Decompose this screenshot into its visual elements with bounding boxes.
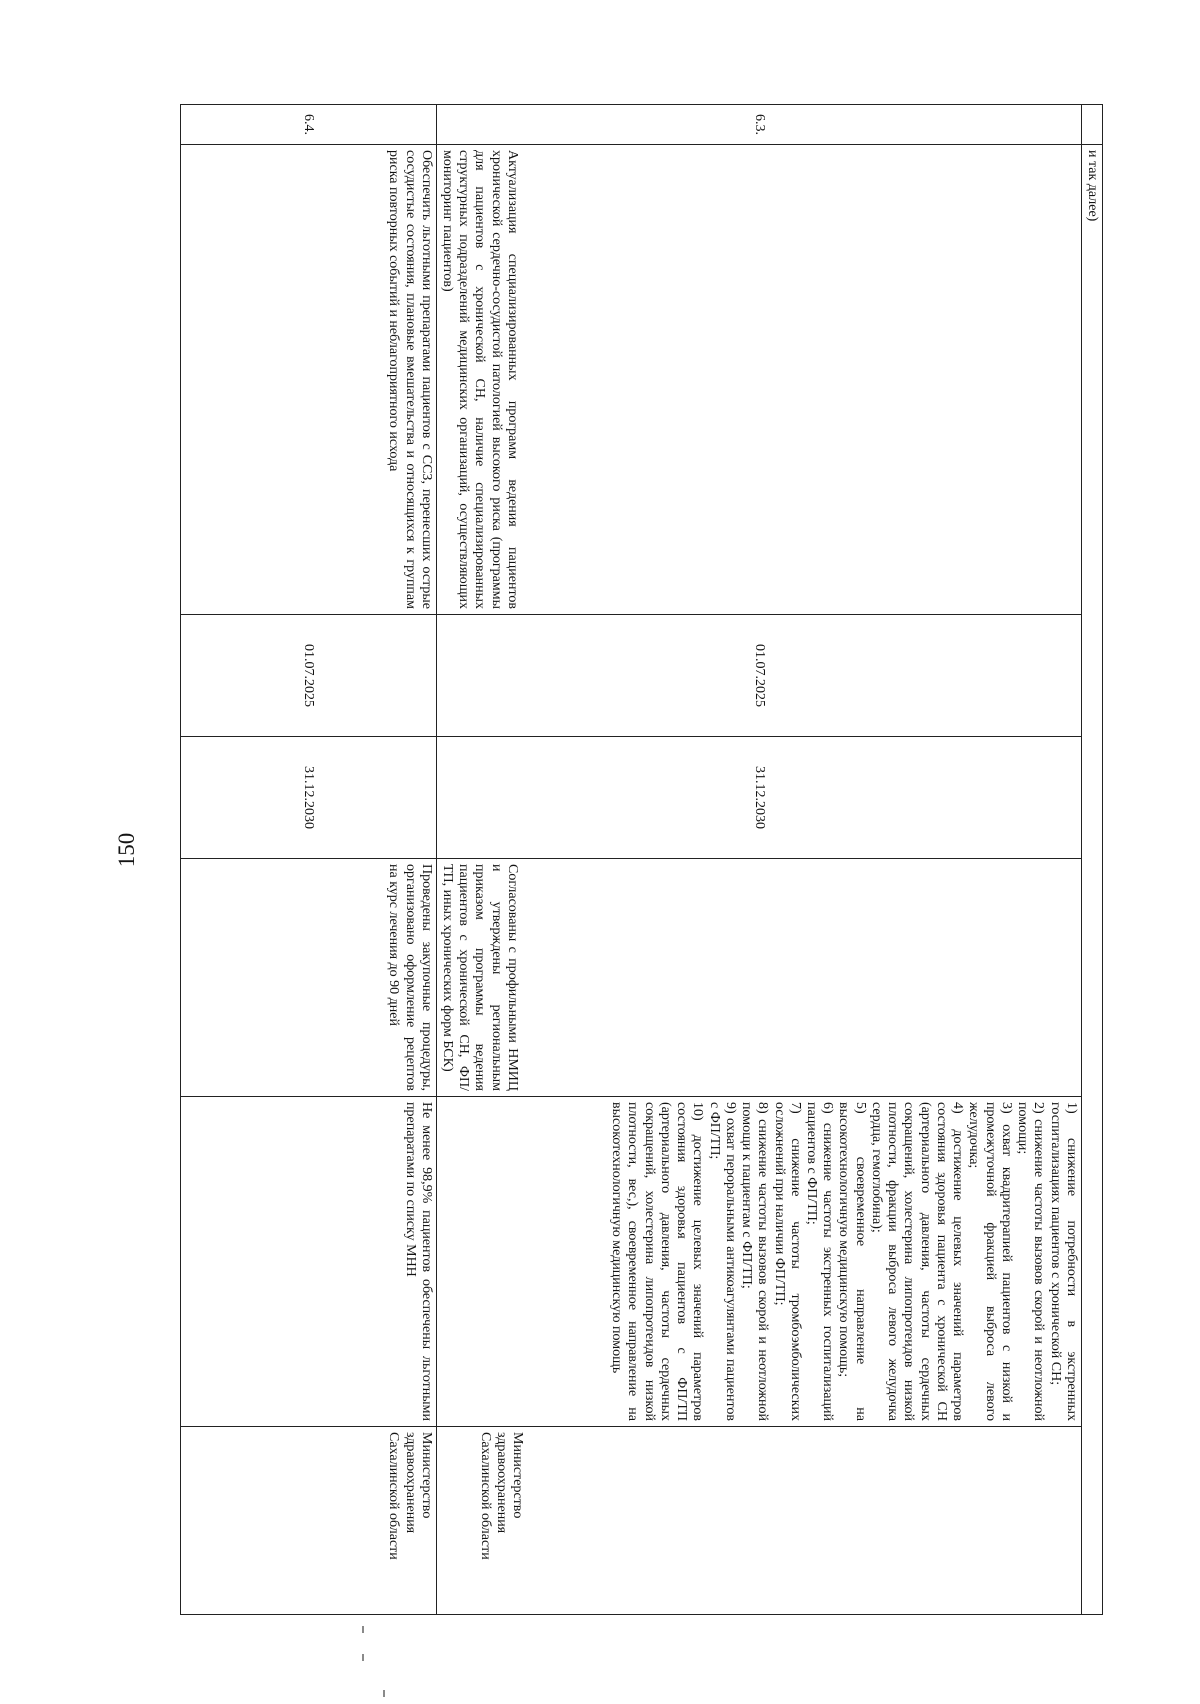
scan-artifact xyxy=(362,1626,364,1633)
list-item: 3) охват квадритерапией пациентов с низкой и промежуточной фракцией выброса левого желудочка; xyxy=(966,1102,1014,1421)
target-indicators xyxy=(436,1097,1081,1427)
action-description: Актуализация специализированных программ ведения пациентов хронической сердечно-сосудистой патологией высокого риска (программы для пациентов с хронической СН, наличие специализированных структурных подразделений медицинских организаций, осуществляющих мониторинг пациентов) xyxy=(436,145,1081,615)
list-item: 10) достижение целевых значений параметров состояния здоровья пациентов с ФП/ТП (артериального давления, частоты сердечных сокращений, холестерина липопротеидов низкой плотности, вес,), своевременное направление на высокотехнологичную медицинскую помощь xyxy=(609,1102,706,1421)
list-item: 2) снижение частоты вызовов скорой и неотложной помощи; xyxy=(1015,1102,1047,1421)
list-item: Не менее 98,9% пациентов обеспечены льготными препаратами по списку МНН xyxy=(402,1102,434,1421)
target-indicators xyxy=(181,1097,437,1427)
list-item: 6) снижение частоты экстренных госпитализаций пациентов с ФП/ТП; xyxy=(804,1102,836,1421)
start-date: 01.07.2025 xyxy=(181,615,437,737)
expected-result: Проведены закупочные процедуры, организовано оформление рецептов на курс лечения до 90 дней xyxy=(181,859,437,1097)
continuation-row xyxy=(1081,105,1102,1615)
row-number: 6.4. xyxy=(181,105,437,145)
scan-artifact xyxy=(362,1654,364,1661)
list-item: 7) снижение частоты тромбоэмболических осложнений при наличии ФП/ТП; xyxy=(771,1102,803,1421)
continuation-cell-num xyxy=(1081,105,1102,145)
action-plan-table xyxy=(180,104,1103,1614)
table-row-6-3 xyxy=(436,105,1081,1615)
start-date: 01.07.2025 xyxy=(436,615,1081,737)
action-description: Обеспечить льготными препаратами пациентов с ССЗ, перенесших острые сосудистые состояния, плановые вмешательства и относящихся к группам риска повторных событий и неблагоприятного исхода xyxy=(181,145,437,615)
end-date: 31.12.2030 xyxy=(436,737,1081,859)
row-number: 6.3. xyxy=(436,105,1081,145)
responsible-organization: Министерство здравоохранения Сахалинской области xyxy=(436,1427,1081,1615)
continuation-label: и так далее) xyxy=(1081,145,1102,1615)
page-number: 150 xyxy=(114,832,139,868)
list-item: 9) охват пероральными антикоагулянтами пациентов с ФП/ТП; xyxy=(706,1102,738,1421)
list-item: 5) своевременное направление на высокотехнологичную медицинскую помощь; xyxy=(836,1102,868,1421)
expected-result: Согласованы с профильными НМИЦ и утверждены региональным приказом программы ведения пациентов с хронической СН, ФП/ТП, иных хронических форм БСК) xyxy=(436,859,1081,1097)
end-date: 31.12.2030 xyxy=(181,737,437,859)
list-item: 8) снижение частоты вызовов скорой и неотложной помощи к пациентам с ФП/ТП; xyxy=(739,1102,771,1421)
scan-artifact xyxy=(383,1690,385,1697)
list-item: 4) достижение целевых значений параметров состояния здоровья пациента с хронической СН (артериального давления, частоты сердечных сокращений, холестерина липопротеидов низкой плотности, фракции выброса левого желудочка сердца, гемоглобина); xyxy=(868,1102,966,1421)
list-item: 1) снижение потребности в экстренных госпитализациях пациентов с хронической СН; xyxy=(1047,1102,1079,1421)
responsible-organization: Министерство здравоохранения Сахалинской области xyxy=(181,1427,437,1615)
table-row-6-4 xyxy=(181,105,437,1615)
